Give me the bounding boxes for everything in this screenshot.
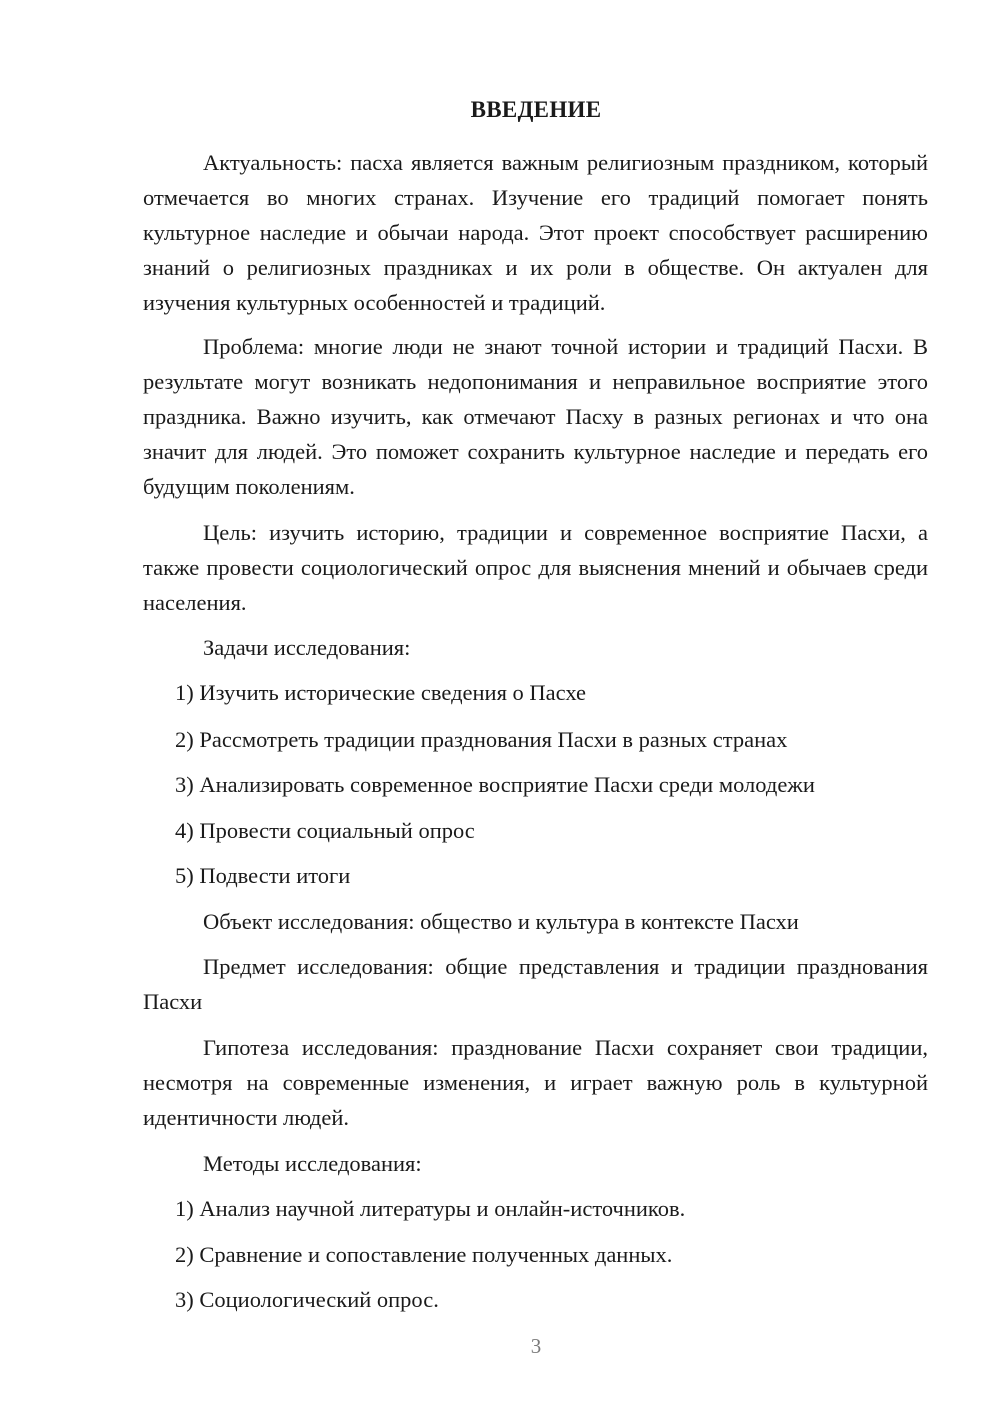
relevance-paragraph: Актуальность: пасха является важным религиозным праздником, который отмечается во многих странах. Изучение его традиций помогает понять культурное наследие и обычаи народа. Этот проект способствует расширению знаний о религиозных праздниках и их роли в обществе. Он актуален для изучения культурных особенностей и традиций. bbox=[143, 150, 928, 315]
page-number: 3 bbox=[530, 1334, 542, 1358]
task-item-5-block bbox=[143, 858, 928, 893]
method-item-2-block bbox=[143, 1237, 928, 1272]
tasks-heading: Задачи исследования: bbox=[203, 635, 411, 660]
hypothesis-section bbox=[143, 1030, 928, 1135]
task-item-4-block bbox=[143, 813, 928, 848]
task-item: 1) Изучить исторические сведения о Пасхе bbox=[175, 680, 587, 705]
method-item-1-block bbox=[143, 1191, 928, 1226]
subject-paragraph: Предмет исследования: общие представления и традиции празднования Пасхи bbox=[143, 954, 928, 1014]
subject-section bbox=[143, 949, 928, 1019]
page-title: ВВЕДЕНИЕ bbox=[470, 97, 602, 122]
goal-paragraph: Цель: изучить историю, традиции и современное восприятие Пасхи, а также провести социологический опрос для выяснения мнений и обычаев среди населения. bbox=[143, 520, 928, 615]
problem-section bbox=[143, 329, 928, 504]
task-item: 5) Подвести итоги bbox=[175, 863, 351, 888]
object-section bbox=[143, 904, 928, 939]
hypothesis-paragraph: Гипотеза исследования: празднование Пасхи сохраняет свои традиции, несмотря на современные изменения, и играет важную роль в культурной идентичности людей. bbox=[143, 1035, 928, 1130]
goal-section bbox=[143, 515, 928, 620]
task-item: 2) Рассмотреть традиции празднования Пасхи в разных странах bbox=[175, 727, 788, 752]
task-item: 4) Провести социальный опрос bbox=[175, 818, 475, 843]
problem-paragraph: Проблема: многие люди не знают точной истории и традиций Пасхи. В результате могут возникать недопонимания и неправильное восприятие этого праздника. Важно изучить, как отмечают Пасху в разных регионах и что она значит для людей. Это поможет сохранить культурное наследие и передать его будущим поколениям. bbox=[143, 334, 928, 499]
method-item: 3) Социологический опрос. bbox=[175, 1287, 439, 1312]
task-item: 3) Анализировать современное восприятие Пасхи среди молодежи bbox=[175, 772, 815, 797]
object-paragraph: Объект исследования: общество и культура в контексте Пасхи bbox=[203, 909, 799, 934]
task-item-2-block bbox=[143, 722, 928, 757]
tasks-heading-block bbox=[143, 630, 928, 665]
method-item: 2) Сравнение и сопоставление полученных данных. bbox=[175, 1242, 673, 1267]
methods-heading-block bbox=[143, 1146, 928, 1181]
methods-heading: Методы исследования: bbox=[203, 1151, 422, 1176]
method-item: 1) Анализ научной литературы и онлайн-источников. bbox=[175, 1196, 686, 1221]
relevance-section bbox=[143, 145, 928, 320]
method-item-3-block bbox=[143, 1282, 928, 1317]
task-item-3-block bbox=[143, 767, 928, 802]
task-item-1-block bbox=[143, 675, 928, 710]
